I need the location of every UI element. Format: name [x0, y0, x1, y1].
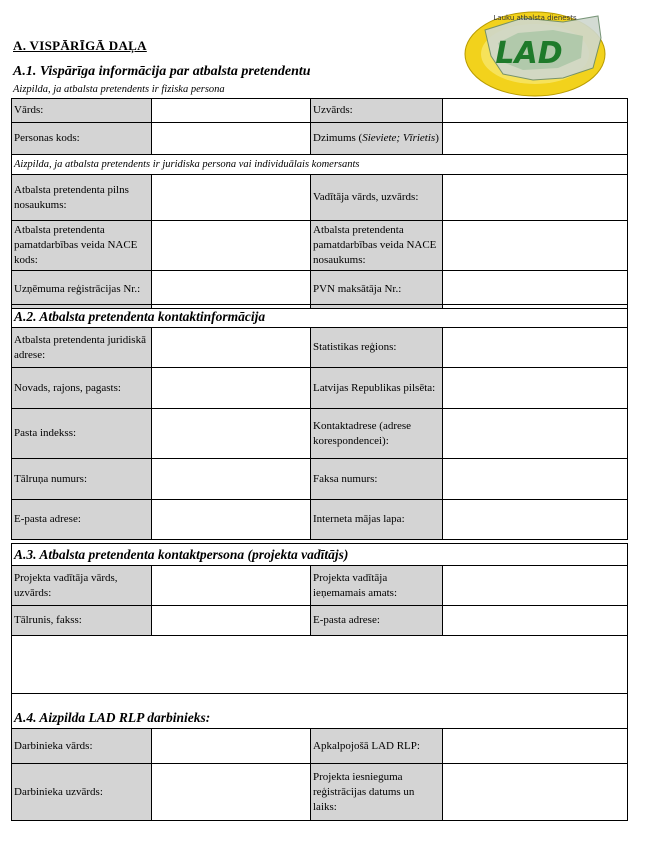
- project-manager-position-field[interactable]: [443, 566, 628, 606]
- table-row: [12, 221, 628, 271]
- statistics-region-label: Statistikas reģions:: [311, 328, 443, 368]
- registration-number-label: Uzņēmuma reģistrācijas Nr.:: [12, 271, 152, 309]
- project-manager-name-field[interactable]: [152, 566, 311, 606]
- vat-number-label: PVN maksātāja Nr.:: [311, 271, 443, 309]
- personal-code-field[interactable]: [152, 123, 311, 155]
- table-row: [12, 500, 628, 540]
- nace-code-label: Atbalsta pretendenta pamatdarbības veida NACE kods:: [12, 221, 152, 271]
- postal-code-field[interactable]: [152, 409, 311, 459]
- lad-logo-graphic: [463, 8, 608, 98]
- registration-number-field[interactable]: [152, 271, 311, 309]
- gender-label-pre: Dzimums (: [313, 132, 363, 144]
- fax-number-label: Faksa numurs:: [311, 459, 443, 500]
- part-title: A. VISPĀRĪGĀ DAĻA: [13, 38, 147, 53]
- project-manager-position-label: Projekta vadītāja ieņemamais amats:: [311, 566, 443, 606]
- employee-last-name-field[interactable]: [152, 764, 311, 821]
- table-row: [12, 328, 628, 368]
- table-row: [12, 544, 628, 566]
- table-row: [12, 123, 628, 155]
- contact-address-field[interactable]: [443, 409, 628, 459]
- a1-form-table: [11, 98, 628, 309]
- employee-first-name-field[interactable]: [152, 729, 311, 764]
- full-name-label: Atbalsta pretendenta pilns nosaukums:: [12, 175, 152, 221]
- contact-address-label: Kontaktadrese (adrese korespondencei):: [311, 409, 443, 459]
- section-a1-note: Aizpilda, ja atbalsta pretendents ir fiziska persona: [13, 84, 225, 95]
- manager-name-field[interactable]: [443, 175, 628, 221]
- contact-phone-fax-label: Tālrunis, fakss:: [12, 606, 152, 636]
- lad-logo: [463, 8, 608, 98]
- nace-name-field[interactable]: [443, 221, 628, 271]
- legal-entity-note: Aizpilda, ja atbalsta pretendents ir juridiska persona vai individuālais komersants: [12, 155, 628, 175]
- table-row: [12, 271, 628, 309]
- table-row: [12, 459, 628, 500]
- employee-last-name-label: Darbinieka uzvārds:: [12, 764, 152, 821]
- registration-date-label: Projekta iesnieguma reģistrācijas datums un laiks:: [311, 764, 443, 821]
- table-row: [12, 606, 628, 636]
- registration-date-field[interactable]: [443, 764, 628, 821]
- first-name-field[interactable]: [152, 99, 311, 123]
- vat-number-field[interactable]: [443, 271, 628, 309]
- full-name-field[interactable]: [152, 175, 311, 221]
- website-field[interactable]: [443, 500, 628, 540]
- phone-number-label: Tālruņa numurs:: [12, 459, 152, 500]
- a3-form-table: [11, 543, 628, 694]
- postal-code-label: Pasta indekss:: [12, 409, 152, 459]
- city-label: Latvijas Republikas pilsēta:: [311, 368, 443, 409]
- last-name-field[interactable]: [443, 99, 628, 123]
- table-row: [12, 409, 628, 459]
- fax-number-field[interactable]: [443, 459, 628, 500]
- logo-ring-text: Lauku atbalsta dienests: [493, 14, 577, 22]
- nace-code-field[interactable]: [152, 221, 311, 271]
- statistics-region-field[interactable]: [443, 328, 628, 368]
- contact-phone-fax-field[interactable]: [152, 606, 311, 636]
- project-manager-name-label: Projekta vadītāja vārds, uzvārds:: [12, 566, 152, 606]
- blank-row: [12, 636, 628, 694]
- table-row: [12, 99, 628, 123]
- gender-label-post: ): [435, 132, 439, 144]
- legal-address-field[interactable]: [152, 328, 311, 368]
- personal-code-label: Personas kods:: [12, 123, 152, 155]
- table-row: [12, 368, 628, 409]
- gender-options: Sieviete; Vīrietis: [362, 132, 436, 144]
- table-row: [12, 305, 628, 328]
- email-field[interactable]: [152, 500, 311, 540]
- serving-lad-rlp-field[interactable]: [443, 729, 628, 764]
- table-row: [12, 636, 628, 694]
- website-label: Interneta mājas lapa:: [311, 500, 443, 540]
- employee-first-name-label: Darbinieka vārds:: [12, 729, 152, 764]
- legal-address-label: Atbalsta pretendenta juridiskā adrese:: [12, 328, 152, 368]
- last-name-label: Uzvārds:: [311, 99, 443, 123]
- a2-form-table: [11, 304, 628, 540]
- table-row: [12, 729, 628, 764]
- district-label: Novads, rajons, pagasts:: [12, 368, 152, 409]
- contact-email-label: E-pasta adrese:: [311, 606, 443, 636]
- serving-lad-rlp-label: Apkalpojošā LAD RLP:: [311, 729, 443, 764]
- table-row: [12, 155, 628, 175]
- contact-email-field[interactable]: [443, 606, 628, 636]
- table-row: [12, 764, 628, 821]
- section-a3-title: A.3. Atbalsta pretendenta kontaktpersona (projekta vadītājs): [12, 544, 628, 566]
- email-label: E-pasta adrese:: [12, 500, 152, 540]
- district-field[interactable]: [152, 368, 311, 409]
- phone-number-field[interactable]: [152, 459, 311, 500]
- table-row: [12, 694, 628, 729]
- section-a1-title: A.1. Vispārīga informācija par atbalsta pretendentu: [13, 64, 311, 79]
- gender-field[interactable]: [443, 123, 628, 155]
- table-row: [12, 566, 628, 606]
- first-name-label: Vārds:: [12, 99, 152, 123]
- logo-text: LAD: [495, 36, 563, 71]
- city-field[interactable]: [443, 368, 628, 409]
- gender-label: [311, 123, 443, 155]
- section-a4-title: A.4. Aizpilda LAD RLP darbinieks:: [12, 694, 628, 729]
- table-row: [12, 175, 628, 221]
- a4-form-table: [11, 693, 628, 821]
- section-a2-title: A.2. Atbalsta pretendenta kontaktinformācija: [12, 305, 628, 328]
- manager-name-label: Vadītāja vārds, uzvārds:: [311, 175, 443, 221]
- nace-name-label: Atbalsta pretendenta pamatdarbības veida NACE nosaukums:: [311, 221, 443, 271]
